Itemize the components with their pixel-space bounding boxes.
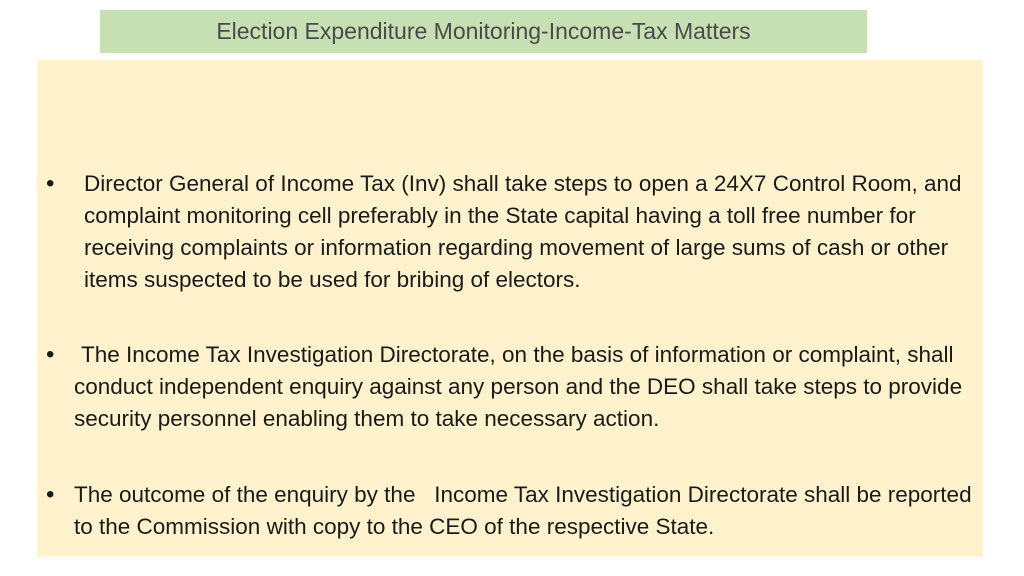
slide-title-bar — [100, 10, 867, 53]
bullet-marker: • — [46, 341, 55, 368]
slide-title: Election Expenditure Monitoring-Income-Tax Matters — [216, 18, 751, 44]
bullet-text: The Income Tax Investigation Directorate, on the basis of information or complaint, shall conduct independent enquiry against any person and the DEO shall take steps to provide security personnel enabling them to take necessary action. — [74, 342, 963, 431]
bullet-marker: • — [46, 481, 55, 508]
bullet-list — [37, 60, 983, 557]
bullet-text: The outcome of the enquiry by the Income Tax Investigation Directorate shall be reported to the Commission with copy to the CEO of the respective State. — [74, 482, 978, 539]
bullet-text: Director General of Income Tax (Inv) shall take steps to open a 24X7 Control Room, and complaint monitoring cell preferably in the State capital having a toll free number for receiving complaints or information regarding movement of large sums of cash or other items suspected to be used for bribing of electors. — [84, 171, 962, 292]
bullet-marker: • — [46, 170, 55, 197]
slide-content-panel — [37, 60, 983, 557]
